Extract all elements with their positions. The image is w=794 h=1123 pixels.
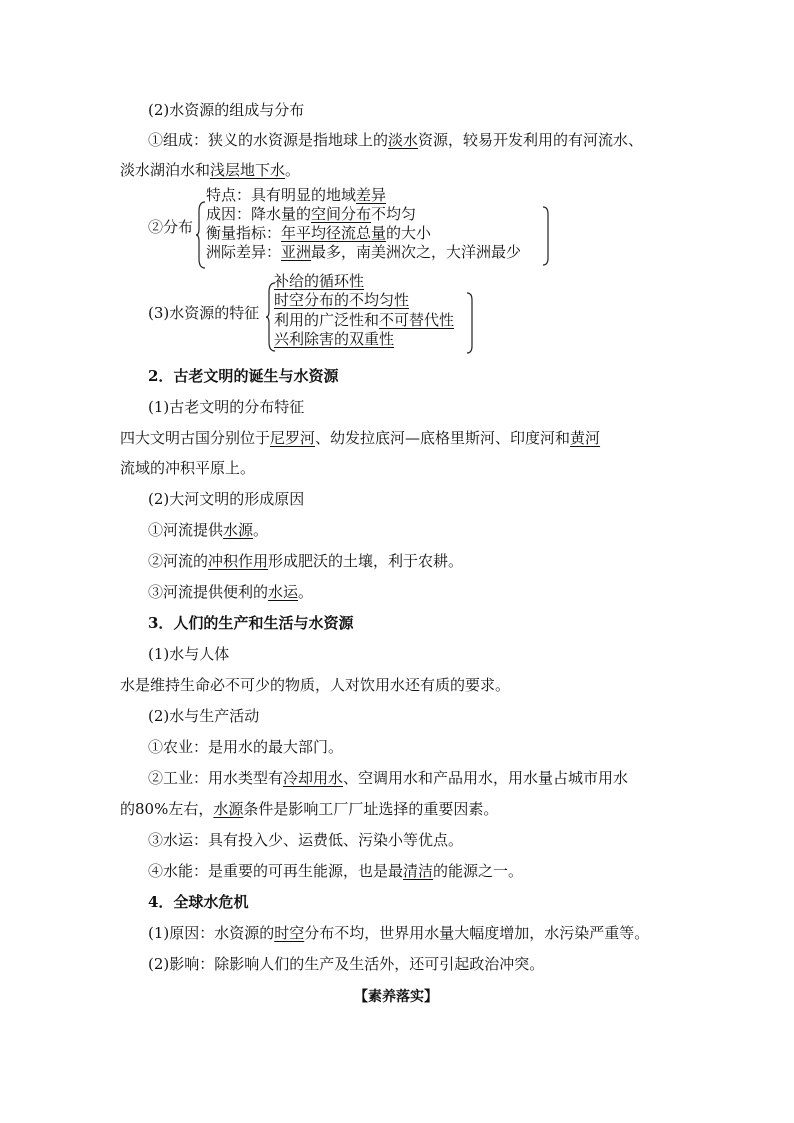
underlined-term: 水源 (223, 521, 254, 539)
text: 利用的广泛性和 (274, 311, 380, 329)
distribution-label: ②分布 (148, 218, 194, 236)
item-hydropower (148, 861, 523, 881)
section-heading-composition: (2)水资源的组成与分布 (148, 101, 305, 119)
underlined-term: 时空分布的不均匀性 (274, 291, 410, 309)
text: 成因：降水量的 (206, 205, 312, 223)
text: 不均匀 (371, 205, 417, 223)
cause-3 (148, 582, 313, 602)
underlined-term: 清洁 (403, 862, 434, 880)
text: 条件是影响工厂厂址选择的重要因素。 (243, 800, 499, 818)
text: 衡量指标： (206, 224, 282, 242)
paragraph-body: 水是维持生命必不可少的物质，人对饮用水还有质的要求。 (120, 676, 511, 694)
paragraph-civilization-2: 流域的冲积平原上。 (120, 459, 256, 477)
underlined-term: 冷却用水 (283, 769, 344, 787)
text: 。 (298, 583, 314, 601)
feature-item-dual (274, 330, 394, 348)
underlined-term: 不可替代性 (379, 311, 455, 329)
text: 特点：具有明显的地域 (206, 186, 357, 204)
crisis-causes (148, 923, 649, 943)
item-agriculture: ①农业：是用水的最大部门。 (148, 738, 344, 756)
underlined-term: 时空 (274, 924, 305, 942)
text: 。 (285, 161, 301, 179)
sub-heading-distribution: (1)古老文明的分布特征 (148, 398, 305, 416)
text: 分布不均，世界用水量大幅度增加，水污染严重等。 (304, 924, 650, 942)
text: 的能源之一。 (433, 862, 524, 880)
cause-2 (148, 551, 463, 571)
crisis-effects: (2)影响：除影响人们的生产及生活外，还可引起政治冲突。 (148, 955, 545, 973)
text: 的大小 (386, 224, 432, 242)
text: 四大文明古国分别位于 (120, 429, 271, 447)
paragraph-composition-1 (148, 130, 643, 150)
section-heading-civilization: 2．古老文明的诞生与水资源 (148, 367, 339, 385)
underlined-term: 淡水 (388, 131, 419, 149)
dist-item-continental (206, 243, 521, 261)
dist-item-feature (206, 186, 386, 204)
sub-heading-production: (2)水与生产活动 (148, 707, 260, 725)
item-water-transport: ③水运：具有投入少、运费低、污染小等优点。 (148, 831, 464, 849)
feature-item-cycle (274, 272, 364, 290)
right-bracket-icon (542, 206, 550, 266)
underlined-term: 水运 (268, 583, 299, 601)
underlined-term: 兴利除害的双重性 (274, 330, 395, 348)
text: ①河流提供 (148, 521, 224, 539)
text: 形成肥沃的土壤，利于农耕。 (268, 552, 464, 570)
underlined-term: 水源 (213, 800, 244, 818)
item-industry-2 (120, 799, 498, 819)
text: ①组成：狭义的水资源是指地球上的 (148, 131, 389, 149)
sub-heading-body: (1)水与人体 (148, 645, 230, 663)
feature-item-irreplaceable (274, 311, 454, 329)
text: ④水能：是重要的可再生能源，也是最 (148, 862, 404, 880)
text: ②河流的 (148, 552, 209, 570)
underlined-term: 补给的循环性 (274, 272, 365, 290)
left-brace-icon (196, 201, 206, 269)
text: 。 (253, 521, 269, 539)
text: ③河流提供便利的 (148, 583, 269, 601)
text: ②工业：用水类型有 (148, 769, 284, 787)
underlined-term: 空间分布 (311, 205, 372, 223)
text: 最多，南美洲次之，大洋洲最少 (311, 243, 522, 261)
text: 淡水湖泊水和 (120, 161, 211, 179)
section-heading-crisis: 4．全球水危机 (148, 893, 249, 911)
dist-item-metric (206, 224, 431, 242)
cause-1 (148, 520, 268, 540)
text: 的80%左右， (120, 800, 214, 818)
text: 、空调用水和产品用水，用水量占城市用水 (343, 769, 629, 787)
paragraph-composition-2 (120, 160, 300, 180)
underlined-term: 亚洲 (281, 243, 312, 261)
underlined-term: 尼罗河 (270, 429, 316, 447)
paragraph-civilization-1 (120, 428, 600, 448)
feature-item-uneven (274, 291, 409, 309)
item-industry-1 (148, 768, 628, 788)
underlined-term: 黄河 (570, 429, 601, 447)
right-bracket-icon (466, 292, 474, 354)
sub-heading-causes: (2)大河文明的形成原因 (148, 490, 305, 508)
text: (1)原因：水资源的 (148, 924, 275, 942)
footer-tag: 【素养落实】 (354, 989, 438, 1005)
dist-item-cause (206, 205, 416, 223)
underlined-term: 年平均径流总量 (281, 224, 387, 242)
underlined-term: 冲积作用 (208, 552, 269, 570)
text: 、幼发拉底河—底格里斯河、印度河和 (315, 429, 571, 447)
text: 洲际差异： (206, 243, 282, 261)
underlined-term: 差异 (356, 186, 387, 204)
section-heading-production: 3．人们的生产和生活与水资源 (148, 614, 354, 632)
text: 资源，较易开发利用的有河流水、 (418, 131, 644, 149)
underlined-term: 浅层地下水 (210, 161, 286, 179)
features-label: (3)水资源的特征 (148, 304, 260, 322)
